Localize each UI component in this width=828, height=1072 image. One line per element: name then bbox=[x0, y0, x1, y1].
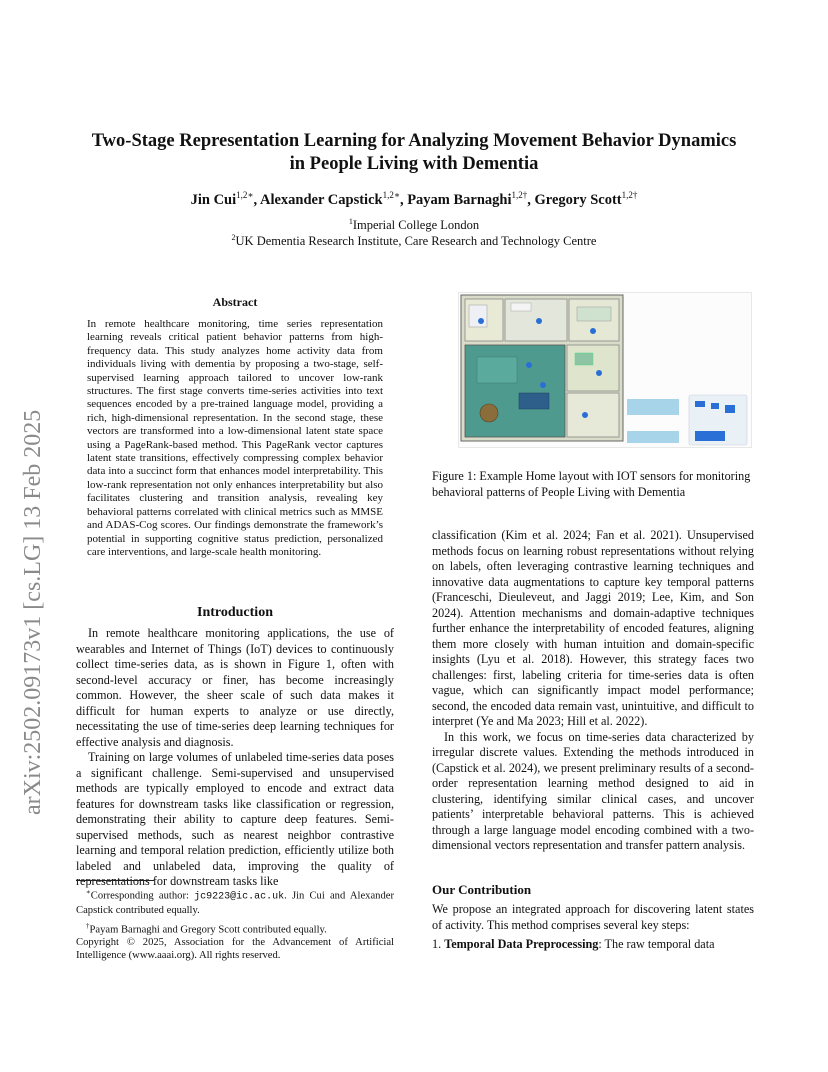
desk bbox=[575, 353, 593, 365]
paper-title bbox=[40, 130, 788, 176]
abstract-text: In remote healthcare monitoring, time series representation learning reveals critical patient behavior patterns from high-frequency data. This study analyzes home activity data from individuals living with dementia by proposing a two-stage, self-supervised learning approach tailored to uncover low-rank structures. The first stage converts time-series activities into text sequences encoded by a pre-trained language model, providing a rich, high-dimensional representation. In the second stage, these vectors are transformed into a low-dimensional latent state space using a PageRank-based method. This PageRank vector captures latent state transitions, effectively compressing complex behavior data into a succinct form that enhances model interpretability. This low-rank representation not only enhances interpretability but also facilitates clustering and transition analysis, revealing key behavioral patterns correlated with clinical metrics such as MMSE and ADAS-Cog scores. Our findings demonstrate the framework’s potential in supporting cognitive status prediction, personalized care interventions, and large-scale health monitoring. bbox=[87, 318, 383, 558]
figure-1-caption: Figure 1: Example Home layout with IOT sensors for monitoring behavioral patterns of People Living with Dementia bbox=[432, 469, 751, 499]
paper-title-line1: Two-Stage Representation Learning for Analyzing Movement Behavior Dynamics bbox=[91, 131, 737, 151]
home-layout-illustration bbox=[459, 293, 751, 447]
list-item-title: Temporal Data Preprocessing bbox=[444, 937, 599, 951]
device-icon bbox=[695, 431, 725, 441]
contribution-body bbox=[432, 902, 754, 953]
author-separator: , bbox=[527, 191, 535, 208]
author-name: Jin Cui bbox=[190, 191, 237, 208]
footnotes bbox=[76, 886, 394, 962]
introduction-body bbox=[76, 626, 394, 890]
our-contribution-heading: Our Contribution bbox=[432, 882, 532, 897]
affiliation-1 bbox=[40, 217, 788, 233]
sensor-dot bbox=[540, 382, 546, 388]
table bbox=[480, 404, 498, 422]
footnote-text: Corresponding author: bbox=[90, 890, 195, 902]
footnote-rule bbox=[76, 880, 154, 881]
affiliation-2 bbox=[40, 233, 788, 249]
room-study bbox=[567, 345, 619, 391]
copyright-notice: Copyright © 2025, Association for the Advancement of Artificial Intelligence (www.aaai.org). All rights reserved. bbox=[76, 937, 394, 962]
list-number: 1. bbox=[432, 937, 442, 951]
rug bbox=[477, 357, 517, 383]
footnote-mark: † bbox=[86, 921, 90, 930]
introduction-paragraph-2: Training on large volumes of unlabeled time-series data poses a significant challenge. Semi-supervised and unsupervised methods are typically employed to encode and extract data features for downstream tasks like classification or regression, demonstrating their ability to capture deep features. Semi-supervised methods, such as nearest neighbor contrastive learning and temporal relation prediction, efficiently utilize both labeled and unlabeled data, improving the quality of representations for downstream tasks like bbox=[76, 750, 394, 888]
sensor-dot bbox=[526, 362, 532, 368]
device-icon bbox=[695, 401, 705, 407]
introduction-heading: Introduction bbox=[197, 605, 273, 620]
footnote-mark: ∗ bbox=[86, 888, 91, 896]
right-column-body bbox=[432, 528, 754, 854]
home-layout-figure bbox=[458, 292, 752, 448]
list-item-text: : The raw temporal data bbox=[598, 937, 715, 951]
sensor-dot bbox=[478, 318, 484, 324]
paper-title-line2: in People Living with Dementia bbox=[289, 154, 539, 174]
footnote-1 bbox=[76, 886, 394, 917]
sensor-dot bbox=[582, 412, 588, 418]
affiliation-mark: 2 bbox=[231, 233, 236, 242]
sensor-dot bbox=[596, 370, 602, 376]
author-affiliation-mark: 1,2∗ bbox=[236, 190, 254, 200]
author-separator: , bbox=[399, 191, 408, 208]
footnote-text: . Jin Cui and Alexander Capstick contributed equally. bbox=[76, 890, 394, 916]
author-email-link[interactable]: jc9223@ic.ac.uk bbox=[194, 891, 285, 903]
author-name: Gregory Scott bbox=[534, 191, 622, 208]
kitchen-counter bbox=[577, 307, 611, 321]
footnote-2 bbox=[76, 920, 394, 937]
abstract-heading: Abstract bbox=[212, 295, 258, 309]
affiliation-text: Imperial College London bbox=[352, 218, 480, 233]
right-paragraph-1: classification (Kim et al. 2024; Fan et al. 2021). Unsupervised methods focus on learning robust representations without relying on labels, often leveraging contrastive learning techniques and innovative data augmentations to capture key temporal patterns (Franceschi, Dieuleveut, and Jaggi 2019; Lee, Kim, and Son 2024). Attention mechanisms and domain-adaptive techniques further enhance the interpretability of encoded features, aligning them more closely with human intuition and domain-specific insights (Lyu et al. 2018). However, this strategy faces two challenges: first, labeling criteria for time-series data is often vague, which can significantly impact model performance; second, the encoded data remain vast, unintuitive, and difficult to interpret (Ye and Ma 2023; Hill et al. 2022). bbox=[432, 528, 754, 728]
legend-swatch bbox=[627, 431, 679, 443]
sofa bbox=[519, 393, 549, 409]
sensor-dot bbox=[536, 318, 542, 324]
room-hall bbox=[567, 393, 619, 437]
affiliation-text: UK Dementia Research Institute, Care Research and Technology Centre bbox=[235, 234, 597, 249]
author-name: Alexander Capstick bbox=[259, 191, 383, 208]
sensor-dot bbox=[590, 328, 596, 334]
author-affiliation-mark: 1,2† bbox=[511, 190, 528, 200]
bed bbox=[469, 305, 487, 327]
contribution-paragraph: We propose an integrated approach for discovering latent states of activity. This method comprises several key steps: bbox=[432, 902, 754, 932]
bath bbox=[511, 303, 531, 311]
affiliation-mark: 1 bbox=[348, 217, 353, 226]
legend-swatch bbox=[627, 399, 679, 415]
author-affiliation-mark: 1,2† bbox=[621, 190, 638, 200]
author-separator: , bbox=[253, 191, 260, 208]
device-icon bbox=[725, 405, 735, 413]
footnote-text: Payam Barnaghi and Gregory Scott contributed equally. bbox=[89, 924, 327, 936]
author-list bbox=[40, 190, 788, 209]
contribution-list-item-1 bbox=[432, 937, 754, 953]
right-paragraph-2: In this work, we focus on time-series data characterized by irregular discrete values. Extending the methods introduced in (Capstick et al. 2024), we present preliminary results of a second-order representation learning method designed to aid in clustering, identifying similar clinical cases, and uncover patients’ interpretable behavioral patterns. This is achieved through a large language model encoding combined with a two-dimensional vectors representation and transfer pattern analysis. bbox=[432, 729, 754, 852]
author-affiliation-mark: 1,2∗ bbox=[382, 190, 400, 200]
arxiv-stamp: arXiv:2502.09173v1 [cs.LG] 13 Feb 2025 bbox=[20, 409, 46, 815]
introduction-paragraph-1: In remote healthcare monitoring applications, the use of wearables and Internet of Things (IoT) devices to continuously collect time-series data, as is shown in Figure 1, often with second-level accuracy or finer, has become increasingly common. However, the sheer scale of such data makes it difficult for human experts to analyze or use directly, necessitating the use of time-series deep learning techniques for effective analysis and diagnosis. bbox=[76, 626, 394, 749]
device-icon bbox=[711, 403, 719, 409]
author-name: Payam Barnaghi bbox=[407, 191, 512, 208]
